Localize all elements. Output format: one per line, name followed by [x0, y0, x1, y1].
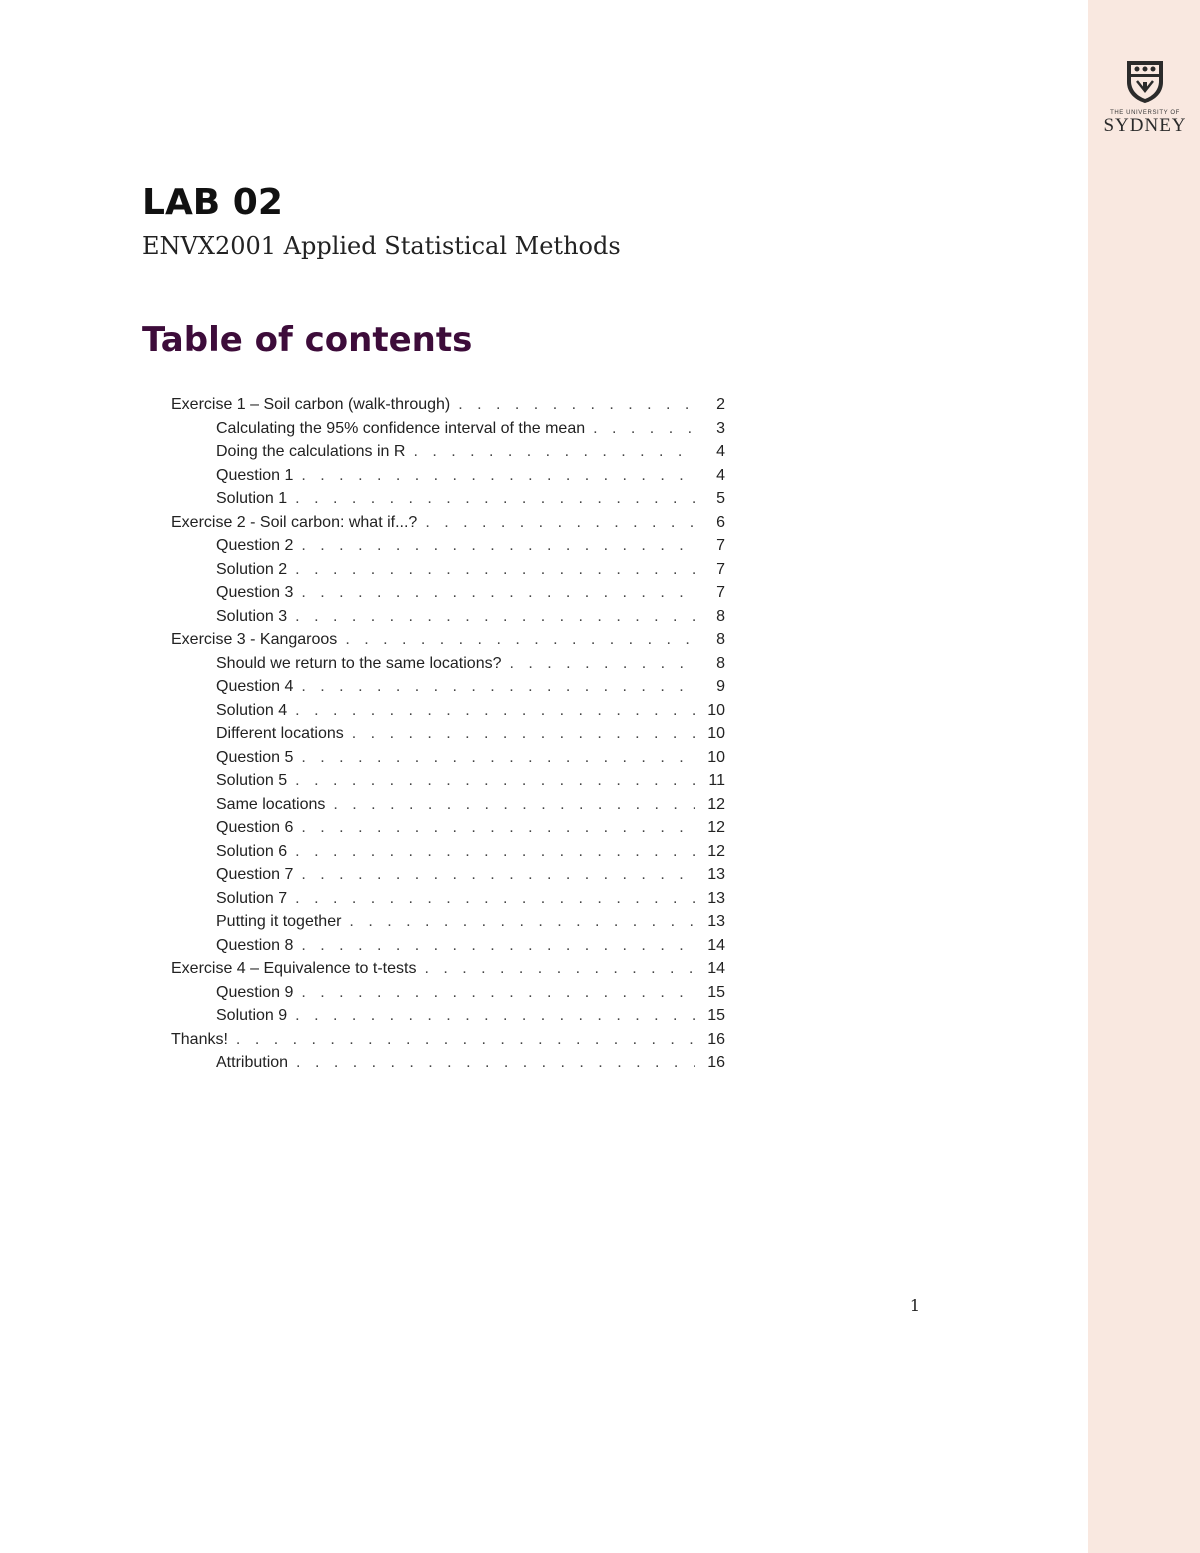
toc-entry[interactable] [171, 1028, 725, 1052]
toc-entry-page: 2 [716, 396, 725, 413]
toc-entry-label: Should we return to the same locations? [216, 654, 502, 672]
toc-entry[interactable] [171, 464, 725, 488]
toc-entry-label: Question 4 [216, 678, 294, 695]
toc-entry-page: 11 [708, 772, 725, 789]
toc-leader-dots [425, 511, 695, 535]
toc-entry[interactable] [171, 934, 725, 958]
toc-entry[interactable] [171, 534, 725, 558]
toc-leader-dots [295, 769, 695, 793]
toc-leader-dots [301, 863, 695, 887]
toc-entry-label: Solution 7 [216, 889, 288, 907]
toc-entry[interactable] [171, 558, 725, 582]
toc-entry-label: Exercise 2 - Soil carbon: what if...? [171, 513, 418, 531]
toc-entry-page: 16 [707, 1054, 725, 1071]
toc-entry-label: Question 2 [216, 537, 294, 554]
toc-entry-page: 12 [707, 842, 725, 860]
table-of-contents [171, 393, 725, 1075]
toc-entry-label: Question 3 [216, 584, 294, 601]
toc-leader-dots [295, 1004, 695, 1028]
toc-entry[interactable] [171, 816, 725, 840]
toc-heading: Table of contents [142, 320, 473, 360]
toc-entry[interactable] [171, 746, 725, 770]
toc-entry-page: 8 [716, 631, 725, 648]
toc-leader-dots [301, 816, 695, 840]
toc-entry[interactable] [171, 957, 725, 981]
side-band [1088, 0, 1200, 1553]
toc-entry-page: 12 [707, 795, 725, 813]
toc-entry-label: Solution 1 [216, 490, 288, 507]
toc-entry-page: 10 [707, 748, 725, 766]
toc-entry-page: 3 [716, 419, 725, 437]
toc-entry[interactable] [171, 722, 725, 746]
toc-entry-label: Different locations [216, 725, 344, 742]
page-number: 1 [909, 1296, 921, 1315]
toc-entry-label: Solution 6 [216, 842, 288, 860]
toc-entry[interactable] [171, 1004, 725, 1028]
toc-leader-dots [510, 652, 696, 676]
toc-entry-page: 8 [716, 607, 725, 625]
toc-entry-label: Same locations [216, 795, 326, 813]
toc-entry-label: Solution 3 [216, 607, 288, 625]
toc-leader-dots [301, 534, 695, 558]
toc-entry[interactable] [171, 699, 725, 723]
toc-entry[interactable] [171, 511, 725, 535]
toc-entry-page: 7 [716, 537, 725, 554]
toc-leader-dots [301, 934, 695, 958]
toc-entry-label: Exercise 4 – Equivalence to t-tests [171, 960, 417, 977]
toc-entry-page: 9 [716, 678, 725, 695]
toc-entry[interactable] [171, 910, 725, 934]
toc-leader-dots [349, 910, 695, 934]
toc-entry-page: 10 [707, 701, 725, 719]
toc-entry-page: 8 [716, 654, 725, 672]
toc-leader-dots [295, 605, 695, 629]
toc-leader-dots [352, 722, 695, 746]
toc-entry[interactable] [171, 863, 725, 887]
toc-entry[interactable] [171, 605, 725, 629]
toc-entry-page: 15 [707, 1007, 725, 1024]
doc-subtitle: ENVX2001 Applied Statistical Methods [142, 232, 621, 260]
toc-entry-page: 13 [707, 913, 725, 930]
toc-entry-label: Question 5 [216, 748, 294, 766]
university-name: SYDNEY [1103, 115, 1187, 136]
toc-entry-label: Thanks! [171, 1030, 228, 1048]
toc-leader-dots [301, 581, 695, 605]
toc-entry-page: 13 [707, 889, 725, 907]
toc-leader-dots [295, 487, 695, 511]
toc-entry-label: Solution 5 [216, 772, 288, 789]
toc-entry-label: Question 8 [216, 936, 294, 954]
toc-entry-page: 6 [716, 513, 725, 531]
toc-leader-dots [458, 393, 695, 417]
toc-entry[interactable] [171, 440, 725, 464]
toc-entry-label: Doing the calculations in R [216, 443, 406, 460]
toc-leader-dots [593, 417, 695, 441]
university-logo [1100, 58, 1190, 136]
toc-entry[interactable] [171, 675, 725, 699]
toc-leader-dots [295, 558, 695, 582]
toc-entry-label: Exercise 1 – Soil carbon (walk-through) [171, 396, 451, 413]
toc-entry-page: 10 [707, 725, 725, 742]
toc-entry-page: 16 [707, 1030, 725, 1048]
toc-leader-dots [301, 746, 695, 770]
toc-entry[interactable] [171, 652, 725, 676]
toc-entry-page: 15 [707, 983, 725, 1001]
toc-entry-label: Question 1 [216, 466, 294, 484]
toc-entry[interactable] [171, 581, 725, 605]
toc-entry-page: 7 [716, 560, 725, 578]
toc-leader-dots [295, 699, 695, 723]
toc-entry[interactable] [171, 887, 725, 911]
toc-entry[interactable] [171, 793, 725, 817]
toc-entry[interactable] [171, 840, 725, 864]
toc-entry-label: Question 7 [216, 866, 294, 883]
toc-entry-page: 7 [716, 584, 725, 601]
doc-title: LAB 02 [142, 182, 283, 223]
toc-entry-label: Solution 2 [216, 560, 288, 578]
toc-leader-dots [295, 887, 695, 911]
toc-leader-dots [301, 464, 695, 488]
toc-entry[interactable] [171, 487, 725, 511]
toc-entry[interactable] [171, 417, 725, 441]
toc-entry-page: 14 [707, 960, 725, 977]
toc-leader-dots [295, 840, 695, 864]
university-small-caption: THE UNIVERSITY OF [1110, 110, 1180, 116]
toc-entry-label: Solution 4 [216, 701, 288, 719]
toc-entry-page: 5 [716, 490, 725, 507]
toc-entry-page: 12 [707, 819, 725, 836]
toc-entry[interactable] [171, 1051, 725, 1075]
toc-leader-dots [345, 628, 695, 652]
toc-leader-dots [301, 675, 695, 699]
toc-entry-label: Exercise 3 - Kangaroos [171, 631, 338, 648]
toc-entry[interactable] [171, 628, 725, 652]
toc-entry-label: Question 9 [216, 983, 294, 1001]
toc-entry-page: 13 [707, 866, 725, 883]
toc-entry-page: 14 [707, 936, 725, 954]
toc-leader-dots [236, 1028, 695, 1052]
toc-entry-page: 4 [716, 466, 725, 484]
toc-leader-dots [413, 440, 695, 464]
toc-entry-label: Attribution [216, 1054, 289, 1071]
toc-leader-dots [333, 793, 695, 817]
toc-entry-label: Putting it together [216, 913, 342, 930]
toc-entry-label: Calculating the 95% confidence interval of the mean [216, 419, 586, 437]
toc-entry[interactable] [171, 393, 725, 417]
toc-leader-dots [301, 981, 695, 1005]
toc-leader-dots [296, 1051, 695, 1075]
toc-entry[interactable] [171, 769, 725, 793]
toc-entry[interactable] [171, 981, 725, 1005]
toc-entry-page: 4 [716, 443, 725, 460]
toc-entry-label: Question 6 [216, 819, 294, 836]
toc-entry-label: Solution 9 [216, 1007, 288, 1024]
university-crest-icon [1123, 58, 1167, 104]
toc-leader-dots [424, 957, 695, 981]
